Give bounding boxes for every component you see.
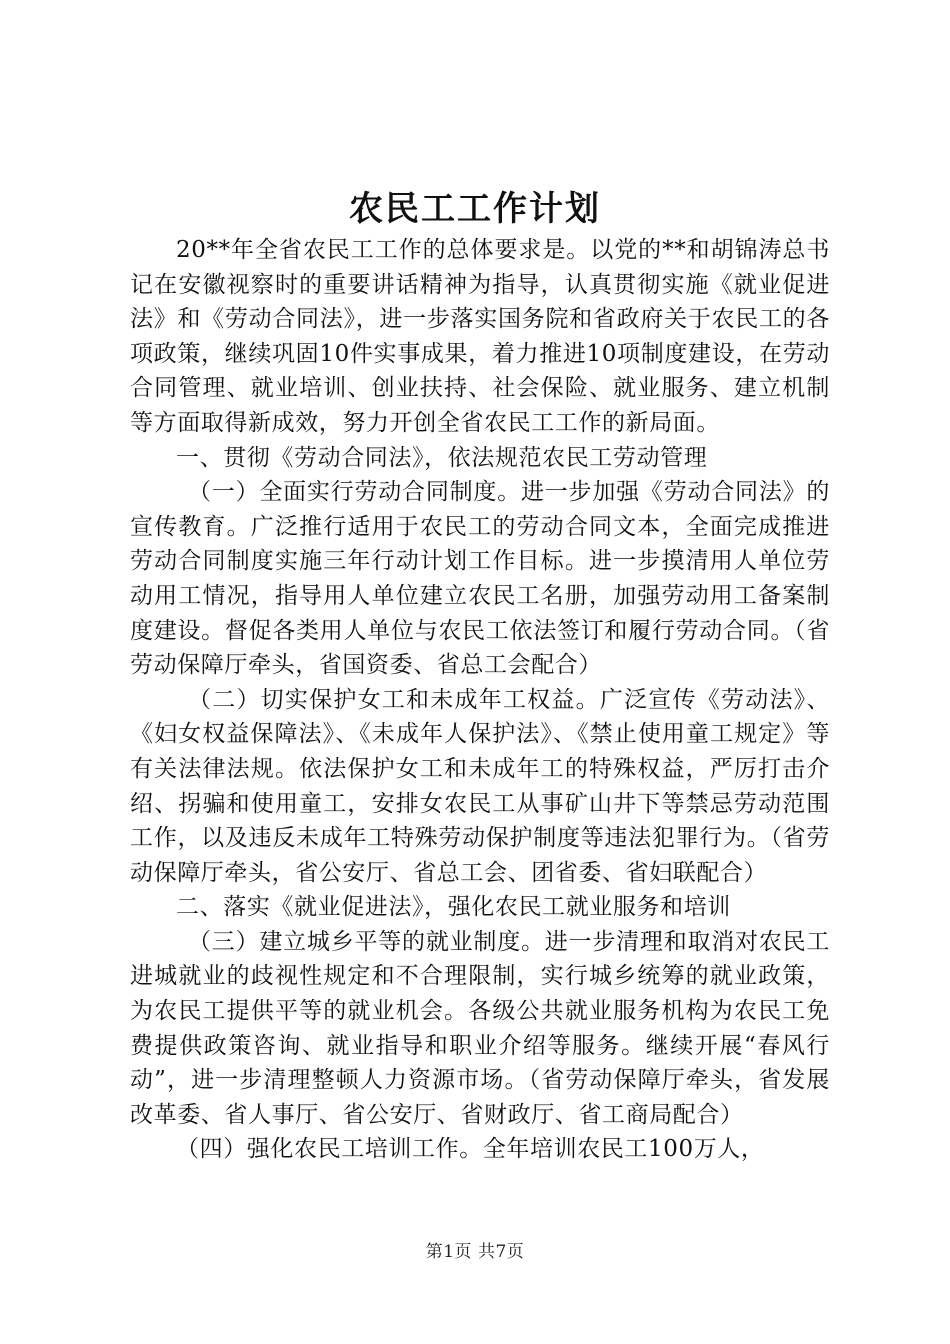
intro-paragraph: 20**年全省农民工工作的总体要求是。以党的**和胡锦涛总书记在安徽视察时的重要讲话精神为指导，认真贯彻实施《就业促进法》和《劳动合同法》，进一步落实国务院和省政府关于农民工的各项政策，继续巩固10件实事成果，着力推进10项制度建设，在劳动合同管理、就业培训、创业扶持、社会保险、就业服务、建立机制等方面取得新成效，努力开创全省农民工工作的新局面。 [130, 237, 830, 436]
document-title: 农民工工作计划 [349, 189, 601, 229]
item-paragraph-3: （三）建立城乡平等的就业制度。进一步清理和取消对农民工进城就业的歧视性规定和不合理限制，实行城乡统筹的就业政策，为农民工提供平等的就业机会。各级公共就业服务机构为农民工免费提供政策咨询、就业指导和职业介绍等服务。继续开展“春风行动”，进一步清理整顿人力资源市场。（省劳动保障厅牵头，省发展改革委、省人事厅、省公安厅、省财政厅、省工商局配合） [130, 928, 830, 1128]
section-heading-1: 一、贯彻《劳动合同法》，依法规范农民工劳动管理 [176, 444, 708, 471]
item-paragraph-4: （四）强化农民工培训工作。全年培训农民工100万人， [176, 1136, 765, 1163]
document-body [130, 233, 830, 1167]
section-heading-2: 二、落实《就业促进法》，强化农民工就业服务和培训 [176, 894, 731, 921]
item-paragraph-1: （一）全面实行劳动合同制度。进一步加强《劳动合同法》的宣传教育。广泛推行适用于农民工的劳动合同文本，全面完成推进劳动合同制度实施三年行动计划工作目标。进一步摸清用人单位劳动用工情况，指导用人单位建立农民工名册，加强劳动用工备案制度建设。督促各类用人单位与农民工依法签订和履行劳动合同。（省劳动保障厅牵头，省国资委、省总工会配合） [130, 479, 830, 679]
page-footer: 第1页 共7页 [425, 1242, 525, 1262]
item-paragraph-2: （二）切实保护女工和未成年工权益。广泛宣传《劳动法》、《妇女权益保障法》、《未成年人保护法》、《禁止使用童工规定》等有关法律法规。依法保护女工和未成年工的特殊权益，严厉打击介绍、拐骗和使用童工，安排女农民工从事矿山井下等禁忌劳动范围工作，以及违反未成年工特殊劳动保护制度等违法犯罪行为。（省劳动保障厅牵头，省公安厅、省总工会、团省委、省妇联配合） [130, 686, 830, 886]
